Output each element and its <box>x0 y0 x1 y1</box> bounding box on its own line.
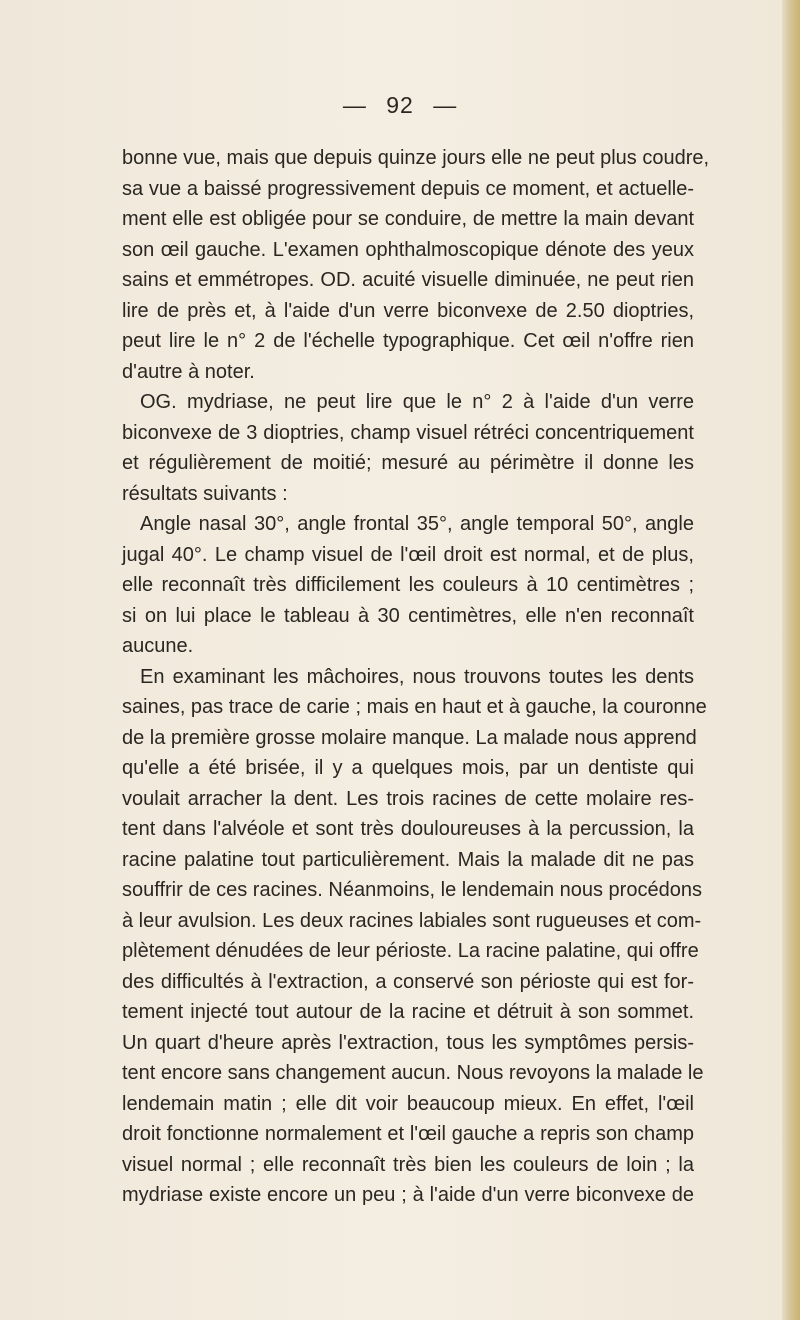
text-line: racine palatine tout particulièrement. Mais la malade dit ne pas <box>122 848 694 871</box>
text-line: OG. mydriase, ne peut lire que le n° 2 à l'aide d'un verre <box>140 391 694 413</box>
text-line: de la première grosse molaire manque. La malade nous apprend <box>122 726 697 749</box>
text-line: d'autre à noter. <box>122 360 255 383</box>
text-line: qu'elle a été brisée, il y a quelques mois, par un dentiste qui <box>122 757 694 779</box>
header-dash-right: — <box>433 92 458 118</box>
text-line: tement injecté tout autour de la racine et détruit à son sommet. <box>122 1001 694 1023</box>
text-line: mydriase existe encore un peu ; à l'aide d'un verre biconvexe de <box>122 1184 694 1206</box>
text-line: lire de près et, à l'aide d'un verre biconvexe de 2.50 dioptries, <box>122 299 694 322</box>
body-text <box>122 143 710 1211</box>
text-line: En examinant les mâchoires, nous trouvons toutes les dents <box>140 665 694 688</box>
text-line: Un quart d'heure après l'extraction, tous les symptômes persis- <box>122 1031 694 1054</box>
text-line: voulait arracher la dent. Les trois racines de cette molaire res- <box>122 787 694 810</box>
text-line: visuel normal ; elle reconnaît très bien les couleurs de loin ; la <box>122 1153 694 1176</box>
text-line: bonne vue, mais que depuis quinze jours elle ne peut plus coudre, <box>122 147 710 169</box>
text-line: lendemain matin ; elle dit voir beaucoup mieux. En effet, l'œil <box>122 1092 694 1115</box>
text-line: des difficultés à l'extraction, a conservé son périoste qui est for- <box>122 970 694 993</box>
text-line: ment elle est obligée pour se conduire, de mettre la main devant <box>122 208 694 230</box>
text-line: sains et emmétropes. OD. acuité visuelle diminuée, ne peut rien <box>122 269 694 291</box>
page-header <box>0 92 800 119</box>
text-line: aucune. <box>122 635 194 657</box>
text-line: tent encore sans changement aucun. Nous revoyons la malade le <box>122 1062 704 1084</box>
page-edge <box>782 0 800 1320</box>
text-line: et régulièrement de moitié; mesuré au périmètre il donne les <box>122 452 694 474</box>
text-line: souffrir de ces racines. Néanmoins, le lendemain nous procédons <box>122 879 702 901</box>
text-line: tent dans l'alvéole et sont très douloureuses à la percussion, la <box>122 818 694 840</box>
text-line: jugal 40°. Le champ visuel de l'œil droit est normal, et de plus, <box>122 543 694 566</box>
text-line: elle reconnaît très difficilement les couleurs à 10 centimètres ; <box>122 574 694 596</box>
text-line: Angle nasal 30°, angle frontal 35°, angle temporal 50°, angle <box>140 513 694 535</box>
text-line: résultats suivants : <box>122 482 288 505</box>
text-line: son œil gauche. L'examen ophthalmoscopique dénote des yeux <box>122 238 694 261</box>
text-line: peut lire le n° 2 de l'échelle typographique. Cet œil n'offre rien <box>122 330 694 352</box>
text-line: à leur avulsion. Les deux racines labiales sont rugueuses et com- <box>122 909 702 932</box>
text-line: si on lui place le tableau à 30 centimètres, elle n'en reconnaît <box>122 604 694 627</box>
text-line: biconvexe de 3 dioptries, champ visuel rétréci concentriquement <box>122 421 694 444</box>
text-line: saines, pas trace de carie ; mais en haut et à gauche, la couronne <box>122 696 707 718</box>
header-dash-left: — <box>342 92 367 118</box>
text-line: droit fonctionne normalement et l'œil gauche a repris son champ <box>122 1123 694 1145</box>
page-number: 92 <box>386 92 414 118</box>
text-line: plètement dénudées de leur périoste. La racine palatine, qui offre <box>122 940 699 962</box>
text-line: sa vue a baissé progressivement depuis ce moment, et actuelle- <box>122 177 694 200</box>
